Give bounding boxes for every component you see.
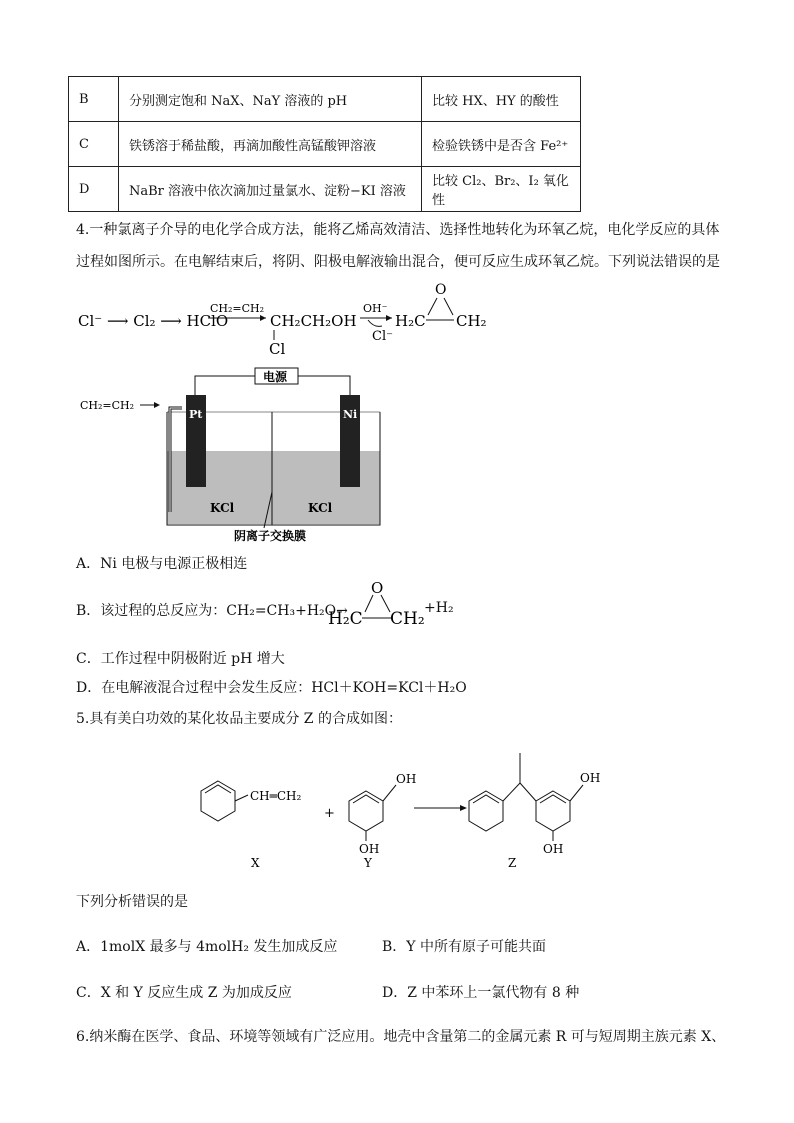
chlorohydrin-cl: Cl bbox=[269, 340, 286, 358]
epoxide-o: O bbox=[435, 282, 447, 298]
electrolysis-cell-diagram bbox=[70, 362, 390, 544]
membrane-label: 阴离子交换膜 bbox=[234, 529, 307, 543]
ni-label: Ni bbox=[343, 408, 358, 421]
arrow-2-head bbox=[386, 315, 392, 321]
label-x: X bbox=[251, 856, 260, 870]
y-oh-bond-1 bbox=[383, 785, 396, 801]
z-oh-1: OH bbox=[580, 771, 601, 785]
q5-option-d: D．Z 中苯环上一氯代物有 8 种 bbox=[382, 985, 580, 1001]
row-label: C bbox=[69, 122, 119, 167]
q4-option-c: C．工作过程中阴极附近 pH 增大 bbox=[76, 651, 285, 667]
row-label: B bbox=[69, 77, 119, 122]
q4-reaction-scheme bbox=[70, 280, 510, 360]
q5-option-c: C．X 和 Y 反应生成 Z 为加成反应 bbox=[76, 985, 292, 1001]
reagent-ethylene: CH₂=CH₂ bbox=[210, 302, 265, 315]
row-label: D bbox=[69, 167, 119, 212]
epoxide-left: H₂C bbox=[395, 312, 426, 330]
left-solution-label: KCl bbox=[210, 501, 235, 515]
arrow-1-head bbox=[260, 315, 266, 321]
y-oh-1: OH bbox=[396, 772, 417, 786]
q5-option-a: A．1molX 最多与 4molH₂ 发生加成反应 bbox=[76, 939, 338, 955]
y-benzene-ring bbox=[349, 791, 383, 831]
label-y: Y bbox=[364, 856, 372, 870]
x-benzene-ring bbox=[201, 781, 235, 821]
table-row bbox=[69, 167, 581, 212]
power-source-label: 电源 bbox=[263, 370, 288, 384]
q5-synthesis-scheme bbox=[180, 745, 620, 875]
gas-label: CH₂=CH₂ bbox=[80, 399, 135, 412]
reaction-arrow-head bbox=[460, 805, 467, 811]
plus-sign: + bbox=[324, 806, 335, 821]
chlorohydrin: CH₂CH₂OH bbox=[270, 312, 357, 330]
experiment-table bbox=[68, 76, 581, 212]
label-z: Z bbox=[508, 856, 517, 870]
curved-arrow bbox=[368, 320, 382, 326]
q4-option-b: B．该过程的总反应为：CH₂=CH₃+H₂O→ bbox=[76, 603, 348, 619]
wire-left bbox=[195, 376, 255, 395]
x-bond bbox=[235, 795, 248, 801]
epoxide-co-bond-l bbox=[428, 298, 437, 315]
row-purpose: 比较 HX、HY 的酸性 bbox=[422, 77, 581, 122]
q5-stem: 5.具有美白功效的某化妆品主要成分 Z 的合成如图： bbox=[76, 711, 402, 727]
x-vinyl: CH═CH₂ bbox=[250, 789, 302, 803]
row-purpose: 检验铁锈中是否含 Fe²⁺ bbox=[422, 122, 581, 167]
b-epoxide-o: O bbox=[371, 582, 384, 597]
q4-option-b-tail: +H₂ bbox=[424, 600, 454, 616]
q6-stem: 6.纳米酶在医学、食品、环境等领域有广泛应用。地壳中含量第二的金属元素 R 可与短周期主族元素 X、 bbox=[76, 1029, 726, 1045]
row-operation: 铁锈溶于稀盐酸，再滴加酸性高锰酸钾溶液 bbox=[119, 122, 422, 167]
q4-stem-line1: 4.一种氯离子介导的电化学合成方法，能将乙烯高效清洁、选择性地转化为环氧乙烷，电化学反应的具体 bbox=[76, 222, 720, 238]
row-operation: 分别测定饱和 NaX、NaY 溶液的 pH bbox=[119, 77, 422, 122]
y-oh-2: OH bbox=[359, 842, 380, 856]
reagent-oh: OH⁻ bbox=[363, 302, 388, 315]
table-row bbox=[69, 77, 581, 122]
q4-option-d: D．在电解液混合过程中会发生反应：HCl＋KOH=KCl＋H₂O bbox=[76, 680, 467, 696]
z-benzene-ring-2 bbox=[536, 791, 570, 831]
table-row bbox=[69, 122, 581, 167]
epoxide-right: CH₂ bbox=[456, 312, 487, 330]
chain-text: Cl⁻ ⟶ Cl₂ ⟶ HClO bbox=[78, 312, 229, 330]
q4-option-a: A．Ni 电极与电源正极相连 bbox=[76, 556, 248, 572]
q5-prompt: 下列分析错误的是 bbox=[76, 894, 188, 910]
option-b-epoxide bbox=[328, 582, 428, 632]
b-epoxide-co-l bbox=[365, 595, 373, 612]
z-bond-1 bbox=[503, 783, 520, 801]
right-solution-label: KCl bbox=[308, 501, 333, 515]
z-benzene-ring-1 bbox=[469, 791, 503, 831]
row-purpose: 比较 Cl₂、Br₂、I₂ 氧化性 bbox=[422, 167, 581, 212]
wire-right bbox=[298, 376, 350, 395]
epoxide-co-bond-r bbox=[444, 298, 453, 315]
z-oh-bond-1 bbox=[570, 785, 583, 801]
z-oh-2: OH bbox=[543, 842, 564, 856]
q4-stem-line2: 过程如图所示。在电解结束后，将阴、阳极电解液输出混合，便可反应生成环氧乙烷。下列说法错误的是 bbox=[76, 254, 720, 270]
z-bond-2 bbox=[520, 783, 536, 801]
byproduct-cl: Cl⁻ bbox=[372, 329, 393, 344]
b-epoxide-co-r bbox=[381, 595, 390, 612]
row-operation: NaBr 溶液中依次滴加过量氯水、淀粉−KI 溶液 bbox=[119, 167, 422, 212]
b-epoxide-right: CH₂ bbox=[390, 609, 425, 629]
b-epoxide-left: H₂C bbox=[328, 609, 363, 629]
pt-label: Pt bbox=[189, 408, 203, 421]
gas-arrow-head bbox=[154, 402, 160, 408]
q5-option-b: B．Y 中所有原子可能共面 bbox=[382, 939, 546, 955]
